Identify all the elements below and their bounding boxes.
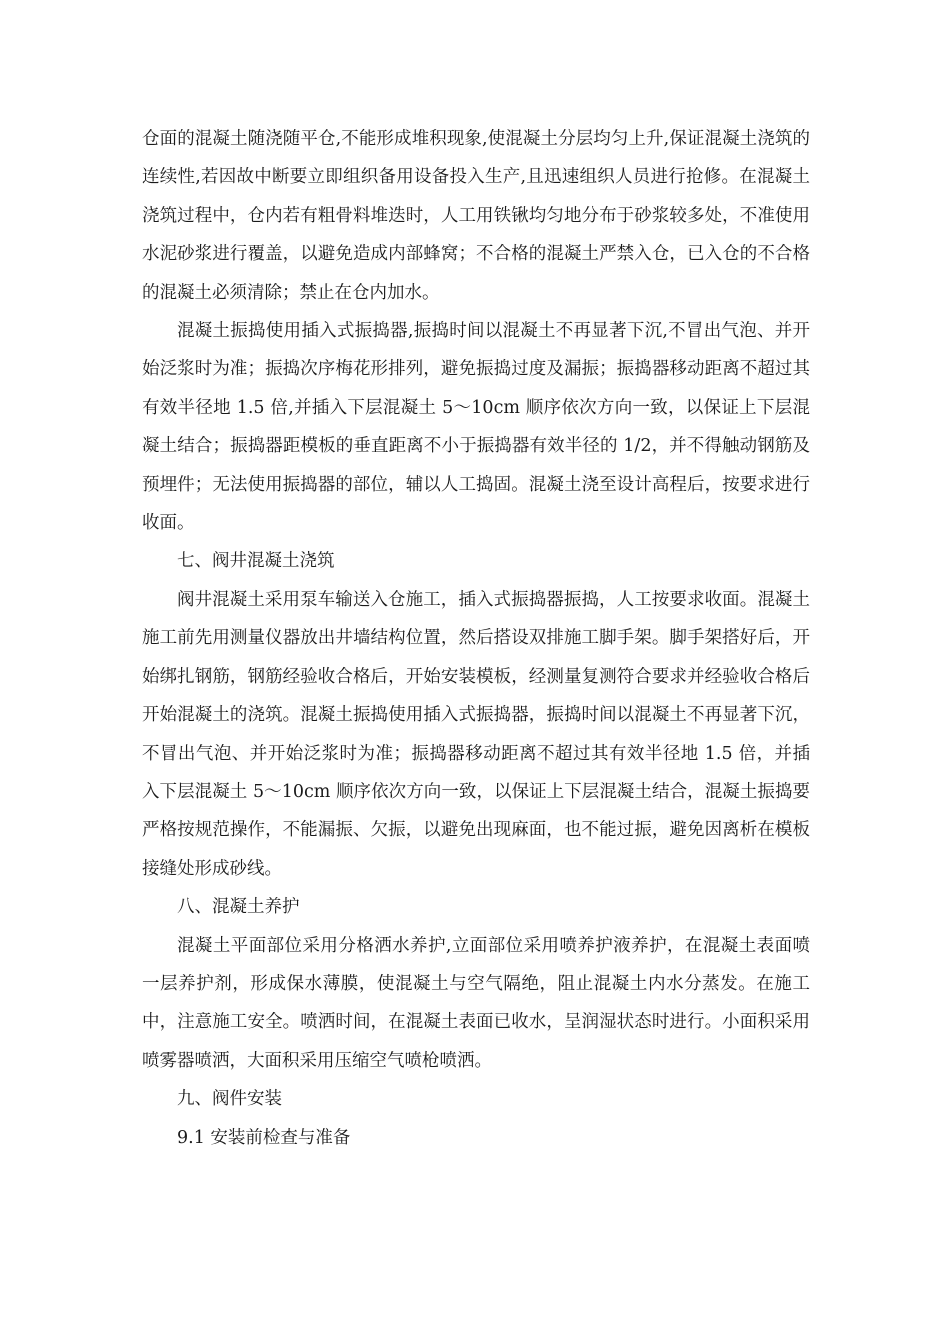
document-body [142,120,810,1157]
paragraph-valve-well: 阀井混凝土采用泵车输送入仓施工，插入式振捣器振捣，人工按要求收面。混凝土施工前先用测量仪器放出井墙结构位置，然后搭设双排施工脚手架。脚手架搭好后，开始绑扎钢筋，钢筋经验收合格后，开始安装模板，经测量复测符合要求并经验收合格后开始混凝土的浇筑。混凝土振捣使用插入式振捣器，振捣时间以混凝土不再显著下沉，不冒出气泡、并开始泛浆时为准；振捣器移动距离不超过其有效半径地 1.5 倍，并插入下层混凝土 5～10cm 顺序依次方向一致，以保证上下层混凝土结合，混凝土振捣要严格按规范操作，不能漏振、欠振，以避免出现麻面，也不能过振，避免因离析在模板接缝处形成砂线。 [142,589,810,879]
section-heading-valve-installation: 九、阀件安装 [177,1089,282,1110]
section-heading-valve-well-pouring: 七、阀井混凝土浇筑 [177,551,335,572]
subsection-heading-pre-installation-check: 9.1 安装前检查与准备 [177,1127,351,1148]
paragraph-pouring-continuity: 仓面的混凝土随浇随平仓,不能形成堆积现象,使混凝土分层均匀上升,保证混凝土浇筑的连续性,若因故中断要立即组织备用设备投入生产,且迅速组织人员进行抢修。在混凝土浇筑过程中，仓内若有粗骨料堆迭时，人工用铁锹均匀地分布于砂浆较多处，不准使用水泥砂浆进行覆盖，以避免造成内部蜂窝；不合格的混凝土严禁入仓，已入仓的不合格的混凝土必须清除；禁止在仓内加水。 [142,129,810,303]
paragraph-curing: 混凝土平面部位采用分格洒水养护,立面部位采用喷养护液养护，在混凝土表面喷一层养护剂，形成保水薄膜，使混凝土与空气隔绝，阻止混凝土内水分蒸发。在施工中，注意施工安全。喷洒时间，在混凝土表面已收水，呈润湿状态时进行。小面积采用喷雾器喷洒，大面积采用压缩空气喷枪喷洒。 [142,935,810,1071]
section-heading-curing: 八、混凝土养护 [177,897,300,918]
paragraph-vibration: 混凝土振捣使用插入式振捣器,振捣时间以混凝土不再显著下沉,不冒出气泡、并开始泛浆时为准；振捣次序梅花形排列，避免振捣过度及漏振；振捣器移动距离不超过其有效半径地 1.5 倍,并插入下层混凝土 5～10cm 顺序依次方向一致，以保证上下层混凝土结合；振捣器距模板的垂直距离不小于振捣器有效半径的 1/2，并不得触动钢筋及预埋件；无法使用振捣器的部位，辅以人工捣固。混凝土浇至设计高程后，按要求进行收面。 [142,321,810,534]
